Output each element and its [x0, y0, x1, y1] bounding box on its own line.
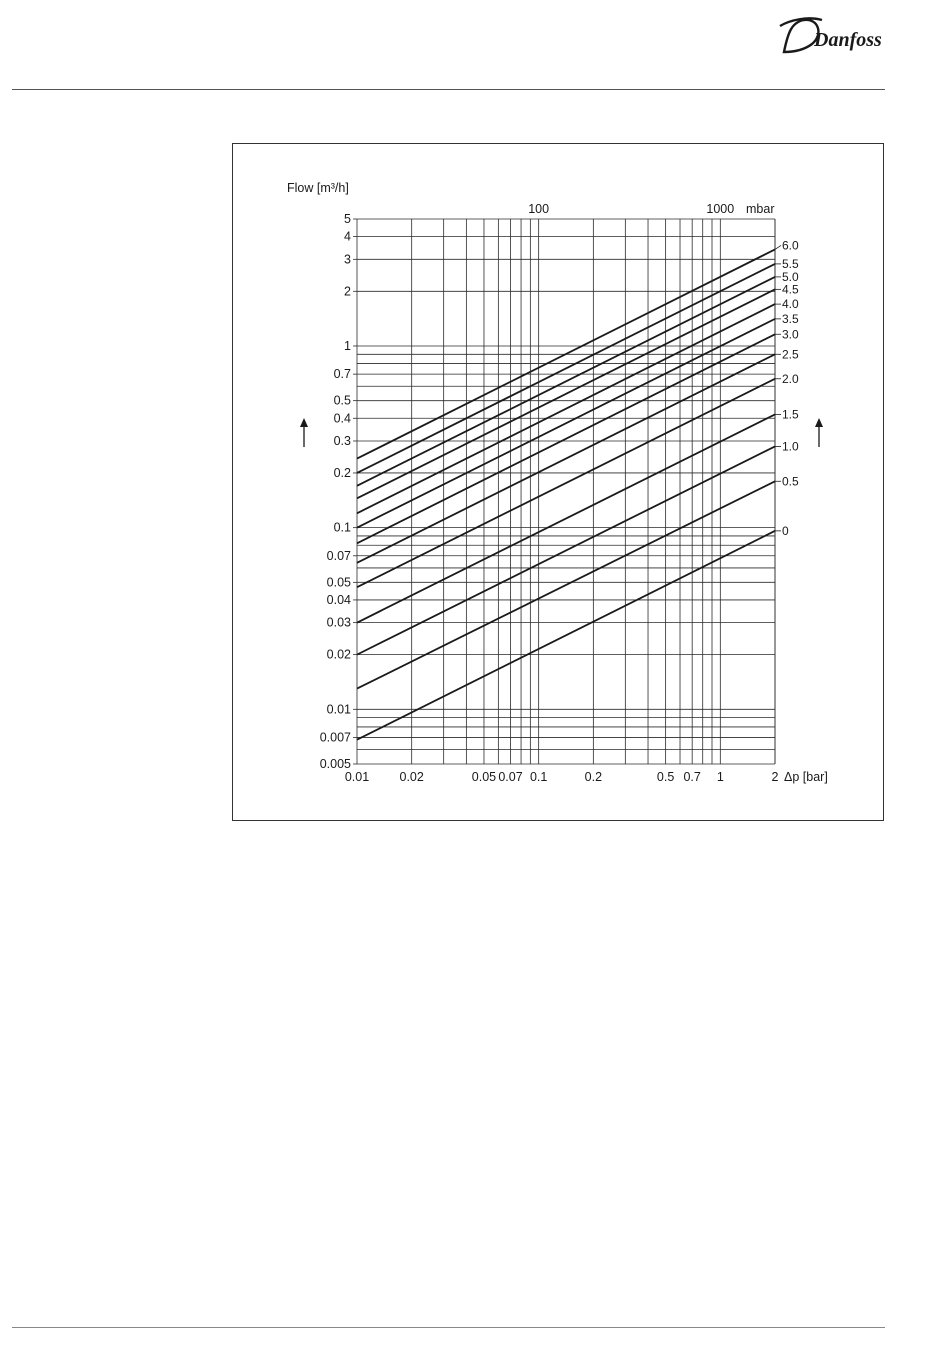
x-tick-label: 2: [771, 770, 779, 784]
series-label: 0.5: [782, 474, 799, 489]
y-tick-label: 0.05: [326, 575, 351, 590]
y-axis-label: Flow [m³/h]: [287, 181, 349, 195]
brand-wordmark: Danfoss: [814, 29, 882, 51]
top-tick-label: 100: [528, 202, 550, 216]
series-label: 6.0: [782, 238, 799, 253]
y-tick-label: 0.007: [319, 730, 351, 745]
x-tick-label: 0.05: [471, 770, 497, 784]
series-label: 1.5: [782, 407, 799, 422]
x-tick-label: 0.7: [683, 770, 701, 784]
flow-arrow-left: [300, 418, 308, 447]
series-label: 1.0: [782, 439, 799, 454]
y-tick-label: 0.07: [326, 548, 351, 563]
y-tick-label: 0.04: [326, 592, 351, 607]
series-label: 0: [782, 523, 789, 538]
y-tick-label: 0.2: [333, 465, 351, 480]
x-axis-label: Δp [bar]: [784, 770, 828, 784]
flow-arrow-right: [815, 418, 823, 447]
y-tick-label: 0.4: [333, 411, 351, 426]
y-tick-label: 2: [344, 284, 351, 299]
top-tick-label: 1000: [706, 202, 735, 216]
x-tick-label: 1: [716, 770, 724, 784]
x-tick-label: 0.07: [498, 770, 523, 784]
y-tick-label: 3: [344, 252, 351, 267]
x-tick-label: 0.02: [399, 770, 424, 784]
series-label: 4.0: [782, 297, 799, 312]
y-tick-label: 0.03: [326, 615, 351, 630]
y-tick-label: 0.02: [326, 647, 351, 662]
series-label: 5.0: [782, 269, 799, 284]
y-tick-label: 0.005: [319, 757, 351, 771]
x-tick-label: 0.01: [344, 770, 370, 784]
x-tick-label: 0.1: [529, 770, 548, 784]
grid: [353, 219, 775, 764]
series-label: 3.0: [782, 327, 799, 342]
y-tick-label: 0.7: [333, 367, 351, 382]
y-tick-label: 0.3: [333, 433, 351, 448]
series-label: 2.5: [782, 347, 799, 362]
y-tick-label: 1: [344, 338, 351, 353]
labels: [320, 202, 799, 784]
x-tick-label: 0.2: [584, 770, 603, 784]
series-label: 4.5: [782, 282, 799, 297]
y-tick-label: 0.1: [333, 520, 351, 535]
series-label-leader: [775, 245, 781, 249]
y-tick-label: 4: [344, 229, 351, 244]
x-tick-label: 0.5: [656, 770, 675, 784]
y-tick-label: 0.01: [326, 702, 351, 717]
top-axis-unit: mbar: [746, 202, 775, 216]
series-label: 2.0: [782, 371, 799, 386]
series-label: 5.5: [782, 256, 799, 271]
footer-rule: [12, 1327, 885, 1328]
y-tick-label: 5: [344, 212, 351, 226]
y-tick-label: 0.5: [333, 393, 351, 408]
series-label: 3.5: [782, 311, 799, 326]
